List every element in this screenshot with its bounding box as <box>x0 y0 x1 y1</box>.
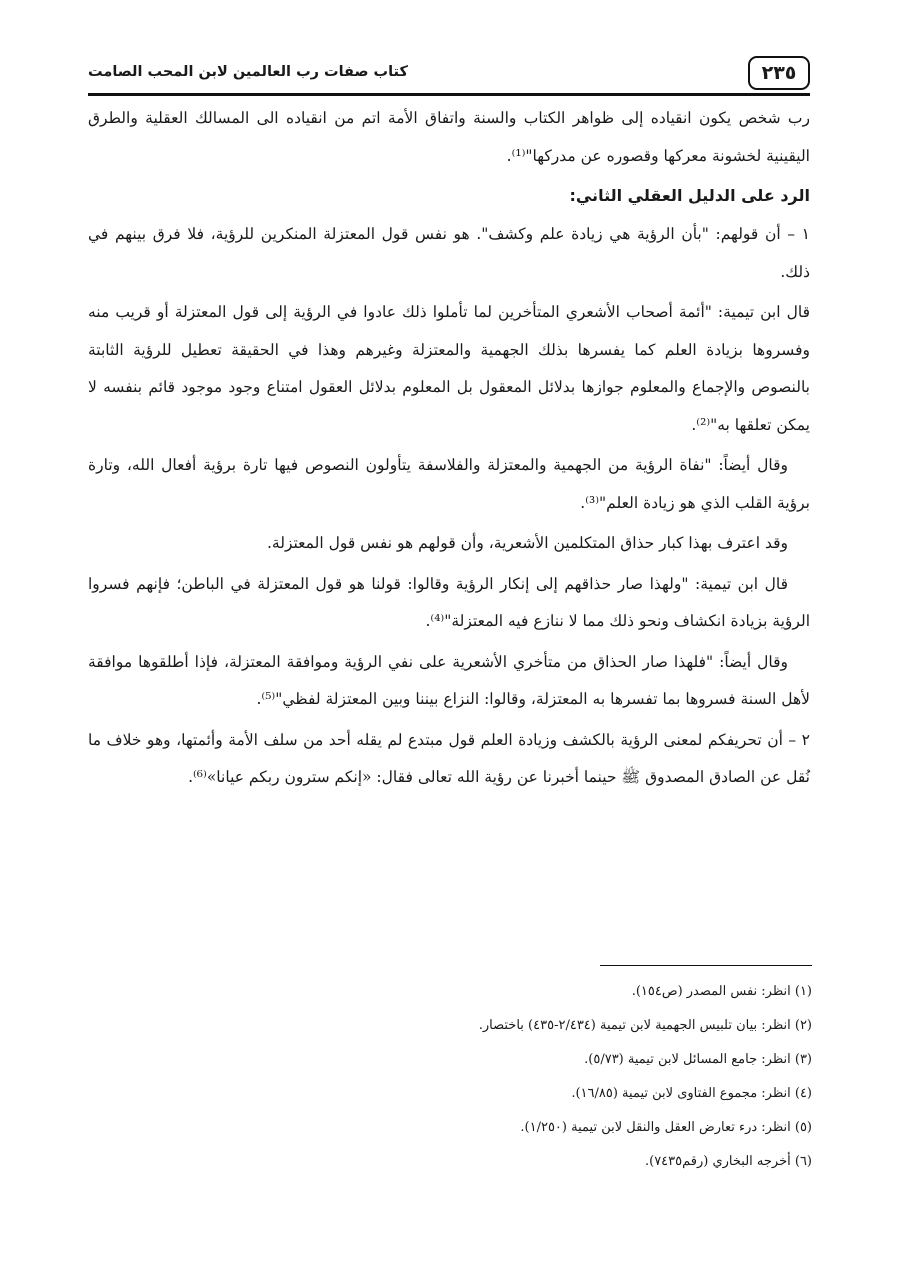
section-heading: الرد على الدليل العقلي الثاني: <box>569 186 810 205</box>
footnote-5: (٥) انظر: درء تعارض العقل والنقل لابن تيمية (١/٢٥٠). <box>520 1120 812 1135</box>
footnote-divider <box>600 965 812 966</box>
book-title: كتاب صفات رب العالمين لابن المحب الصامت <box>88 64 408 80</box>
page-header <box>88 52 810 96</box>
footnote-2: (٢) انظر: بيان تلبيس الجهمية لابن تيمية (٢/٤٣٤-٤٣٥) باختصار. <box>478 1018 812 1033</box>
paragraph-6: قال ابن تيمية: "ولهذا صار حذاقهم إلى إنكار الرؤية وقالوا: قولنا هو قول المعتزلة في الباطن؛ فإنهم فسروا الرؤية بزيادة انكشاف ونحو ذلك مما لا ننازع فيه المعتزلة"⁽⁴⁾. <box>88 574 810 630</box>
header-divider <box>88 93 810 96</box>
paragraph-8: ٢ – أن تحريفكم لمعنى الرؤية بالكشف وزيادة العلم قول مبتدع لم يقله أحد من سلف الأمة وأئمتها، وهو خلاف ما نُقل عن الصادق المصدوق ﷺ حينما أخبرنا عن رؤية الله تعالى فقال: «إنكم سترون ربكم عيانا»⁽⁶⁾. <box>88 730 810 786</box>
footnote-1: (١) انظر: نفس المصدر (ص١٥٤). <box>631 984 812 999</box>
paragraph-2: ١ – أن قولهم: "بأن الرؤية هي زيادة علم وكشف". هو نفس قول المعتزلة المنكرين للرؤية، فلا فرق بينهم في ذلك. <box>88 225 810 281</box>
paragraph-1: رب شخص يكون انقياده إلى ظواهر الكتاب والسنة واتفاق الأمة اتم من انقياده الى المسالك العقلية والطرق اليقينية لخشونة معركها وقصوره عن مدركها"⁽¹⁾. <box>88 109 810 165</box>
main-text <box>88 100 810 800</box>
paragraph-4: وقال أيضاً: "نفاة الرؤية من الجهمية والمعتزلة والفلاسفة يتأولون النصوص فيها تارة برؤية أفعال الله، وتارة برؤية القلب الذي هو زيادة العلم"⁽³⁾. <box>88 456 810 512</box>
page-number: ٢٣٥ <box>748 56 810 90</box>
footnote-3: (٣) انظر: جامع المسائل لابن تيمية (٥/٧٣). <box>584 1052 812 1067</box>
footnote-4: (٤) انظر: مجموع الفتاوى لابن تيمية (١٦/٨٥). <box>571 1086 812 1101</box>
paragraph-5: وقد اعترف بهذا كبار حذاق المتكلمين الأشعرية، وأن قولهم هو نفس قول المعتزلة. <box>266 534 788 552</box>
footnote-6: (٦) أخرجه البخاري (رقم٧٤٣٥). <box>644 1154 812 1169</box>
paragraph-3: قال ابن تيمية: "أئمة أصحاب الأشعري المتأخرين لما تأملوا ذلك عادوا في الرؤية إلى قول المعتزلة أو قريب منه وفسروها بزيادة العلم كما يفسرها بذلك الجهمية والمعتزلة وغيرهم وهذا في الحقيقة تعطيل للرؤية الثابتة بالنصوص والإجماع والمعلوم جوازها بدلائل المعقول بل المعلوم بدلائل العقول امتناع وجود موجود قائم بنفسه لا يمكن تعلقها به"⁽²⁾. <box>88 303 810 434</box>
footnotes <box>292 975 812 1179</box>
paragraph-7: وقال أيضاً: "فلهذا صار الحذاق من متأخري الأشعرية على نفي الرؤية وموافقة المعتزلة، فإذا أطلقوها موافقة لأهل السنة فسروها بما تفسرها به المعتزلة، وقالوا: النزاع بيننا وبين المعتزلة لفظي"⁽⁵⁾. <box>88 652 810 708</box>
